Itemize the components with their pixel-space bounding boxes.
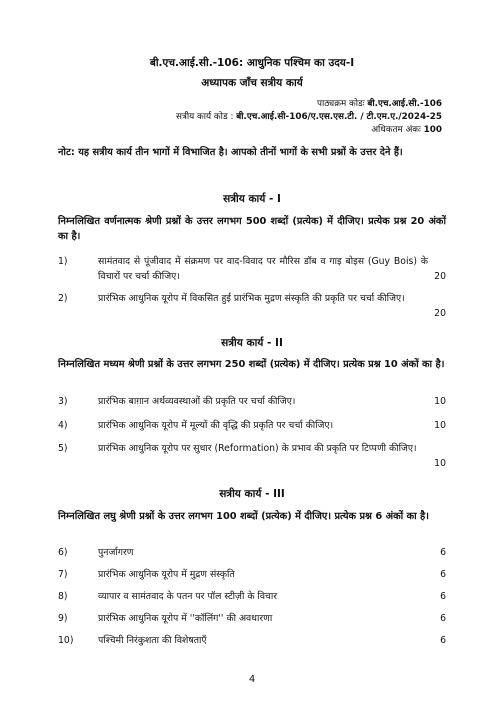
assignment-code-label: सत्रीय कार्य कोड : xyxy=(176,112,234,122)
question-number: 7) xyxy=(58,569,68,580)
question-marks: 6 xyxy=(440,547,446,558)
question-marks: 10 xyxy=(434,396,446,407)
question-number: 3) xyxy=(58,396,68,407)
question-number: 4) xyxy=(58,420,68,431)
page-number: 4 xyxy=(248,674,256,685)
assignment-code: बी.एच.आई.सी-106/ए.एस.एस.टी. / टी.एम.ए./2024-25 xyxy=(236,112,442,122)
question-marks: 10 xyxy=(434,458,446,469)
question-marks: 10 xyxy=(434,420,446,431)
section-instruction-1: निम्नलिखित वर्णनात्मक श्रेणी प्रश्नों के उत्तर लगभग 500 शब्दों (प्रत्येक) में दीजिए। प्रत्येक प्रश्न 20 अंकों का है। xyxy=(58,216,446,242)
assignment-title: अध्यापक जाँच सत्रीय कार्य xyxy=(201,77,303,89)
question-number: 2) xyxy=(58,293,68,304)
section-heading-3: सत्रीय कार्य - III xyxy=(219,488,285,500)
question-marks: 6 xyxy=(440,635,446,646)
max-marks-line xyxy=(371,123,442,137)
question-marks: 20 xyxy=(434,271,446,282)
question-marks: 6 xyxy=(440,591,446,602)
max-marks-label: अधिकतम अंकः xyxy=(371,125,421,135)
question-marks: 6 xyxy=(440,569,446,580)
note-text: नोट: यह सत्रीय कार्य तीन भागों में विभाजित है। आपको तीनों भागों के सभी प्रश्नों के उत्तर देने हैं। xyxy=(58,147,403,158)
course-code-label: पाठ्यक्रम कोडः xyxy=(316,99,365,109)
course-code-line xyxy=(317,97,442,111)
question-text: व्यापार व सामंतवाद के पतन पर पॉल स्टीज़ी के विचार xyxy=(98,591,278,602)
question-text: प्रारंभिक आधुनिक यूरोप में मुद्रण संस्कृति xyxy=(98,569,235,580)
question-text: सामंतवाद से पूंजीवाद में संक्रमण पर वाद-विवाद पर मौरिस डॉब व गाइ बोइस (Guy Bois) के विचारों पर चर्चा कीजिए। xyxy=(98,256,428,282)
section-instruction-2: निम्नलिखित मध्यम श्रेणी प्रश्नों के उत्तर लगभग 250 शब्दों (प्रत्येक) में दीजिए। प्रत्येक प्रश्न 10 अंकों का है। xyxy=(58,359,445,370)
question-text: प्रारंभिक आधुनिक यूरोप में विकसित हुई प्रारंभिक मुद्रण संस्कृति की प्रकृति पर चर्चा कीजिए। xyxy=(98,293,405,304)
question-number: 8) xyxy=(58,591,68,602)
question-marks: 20 xyxy=(434,308,446,319)
question-text: प्रारंभिक आधुनिक यूरोप में मूल्यों की वृद्धि की प्रकृति पर चर्चा कीजिए। xyxy=(98,420,334,431)
question-text: प्रारंभिक बाग़ान अर्थव्यवस्थाओं की प्रकृति पर चर्चा कीजिए। xyxy=(98,396,296,407)
max-marks: 100 xyxy=(423,125,442,135)
question-number: 9) xyxy=(58,613,68,624)
assignment-code-line xyxy=(176,110,442,124)
section-heading-1: सत्रीय कार्य - I xyxy=(223,193,281,205)
question-number: 6) xyxy=(58,547,68,558)
course-code: बी.एच.आई.सी.-106 xyxy=(367,99,442,109)
question-text: प्रारंभिक आधुनिक यूरोप पर सुधार (Reformation) के प्रभाव की प्रकृति पर टिप्पणी कीजिए। xyxy=(98,443,417,454)
question-text: प्रारंभिक आधुनिक यूरोप में ''कॉलिंग'' की अवधारणा xyxy=(98,613,273,624)
question-text: पुनर्जागरण xyxy=(98,547,134,558)
question-number: 5) xyxy=(58,443,68,454)
section-instruction-3: निम्नलिखित लघु श्रेणी प्रश्नों के उत्तर लगभग 100 शब्दों (प्रत्येक) में दीजिए। प्रत्येक प्रश्न 6 अंकों का है। xyxy=(58,511,429,522)
question-marks: 6 xyxy=(440,613,446,624)
question-text: पश्चिमी निरंकुशता की विशेषताएँ xyxy=(98,635,207,646)
course-title: बी.एच.आई.सी.-106: आधुनिक पश्चिम का उदय-I xyxy=(149,57,355,69)
question-number: 10) xyxy=(58,635,74,646)
question-number: 1) xyxy=(58,256,68,267)
section-heading-2: सत्रीय कार्य - II xyxy=(221,337,283,349)
